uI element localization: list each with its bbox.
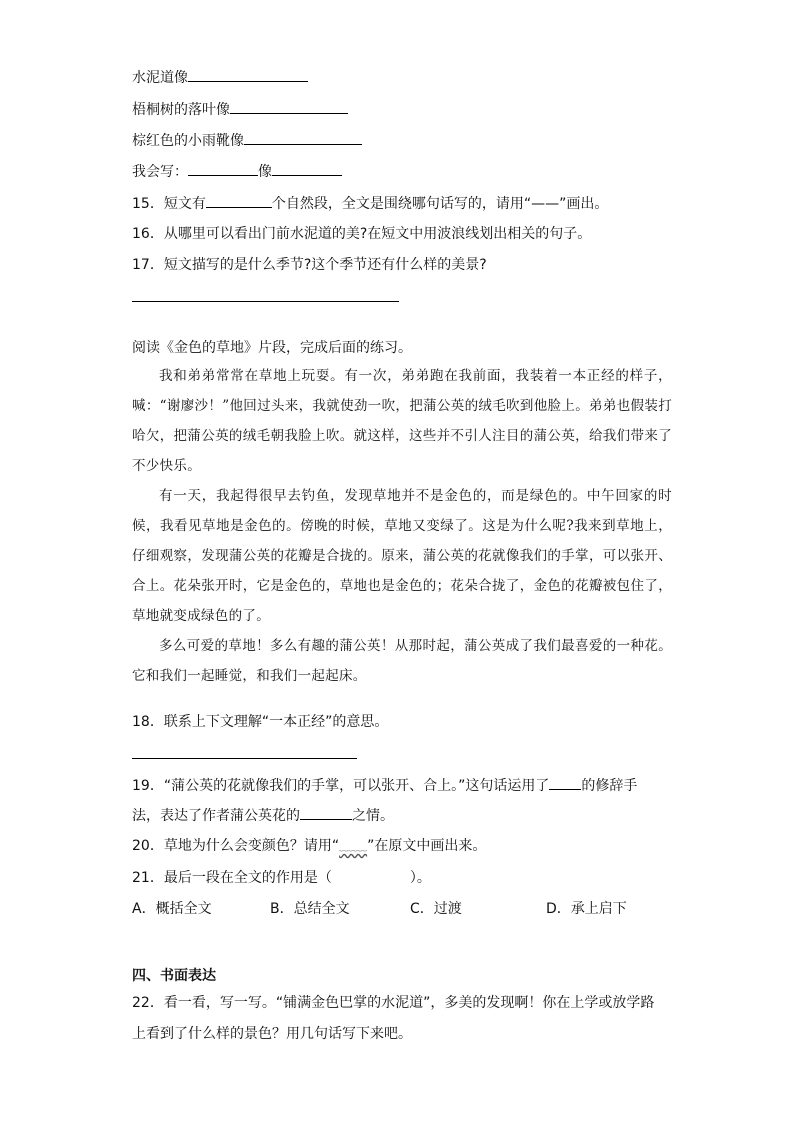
option-b[interactable]: B．总结全文 (270, 901, 350, 917)
q19-text: 之情。 (352, 808, 394, 824)
simile-prompt: 水泥道像 (132, 70, 188, 86)
answer-blank[interactable] (244, 130, 362, 145)
simile-line-2 (132, 99, 348, 120)
passage-paragraph: 我和弟弟常常在草地上玩耍。有一次，弟弟跑在我前面，我装着一本正经的样子，喊：“谢廖沙！”他回过头来，我就使劲一吹，把蒲公英的绒毛吹到他脸上。弟弟也假装打哈欠，把蒲公英的绒毛朝我脸上吹。就这样，这些并不引人注目的蒲公英，给我们带来了不少快乐。 (132, 368, 672, 474)
simile-line-1 (132, 67, 308, 88)
passage-paragraph: 多么可爱的草地！多么有趣的蒲公英！从那时起，蒲公英成了我们最喜爱的一种花。它和我们一起睡觉，和我们一起起床。 (132, 638, 672, 684)
q20-text: ”在原文中画出来。 (367, 838, 487, 854)
simile-line-3 (132, 130, 362, 151)
q15-prefix: 15．短文有 (132, 196, 206, 212)
question-19-line-1 (132, 775, 637, 796)
answer-blank[interactable] (188, 161, 258, 176)
question-20 (132, 836, 486, 856)
answer-blank[interactable] (549, 775, 581, 790)
question-17: 17．短文描写的是什么季节?这个季节还有什么样的美景? (132, 257, 487, 273)
answer-blank[interactable] (272, 161, 342, 176)
simile-line-4 (132, 161, 342, 182)
question-19-line-2 (132, 805, 394, 826)
option-a[interactable]: A．概括全文 (132, 901, 212, 917)
answer-line[interactable] (132, 758, 357, 759)
q21-close: ）。 (409, 870, 431, 886)
q21-text: 21．最后一段在全文的作用是（ (132, 870, 332, 886)
q19-text: 的修辞手 (581, 778, 638, 794)
option-c[interactable]: C．过渡 (410, 901, 462, 917)
q19-text: 19．“蒲公英的花就像我们的手掌，可以张开、合上。”这句话运用了 (132, 778, 550, 794)
question-22-line-2: 上看到了什么样的景色？用几句话写下来吧。 (132, 1026, 412, 1042)
answer-blank[interactable] (206, 193, 272, 208)
simile-prompt: 梧桐树的落叶像 (132, 102, 230, 118)
question-21 (132, 868, 431, 888)
passage-paragraph: 有一天，我起得很早去钓鱼，发现草地并不是金色的，而是绿色的。中午回家的时候，我看见草地是金色的。傍晚的时候，草地又变绿了。这是为什么呢?我来到草地上，仔细观察，发现蒲公英的花瓣是合拢的。原来，蒲公英的花就像我们的手掌，可以张开、合上。花朵张开时，它是金色的，草地也是金色的；花朵合拢了，金色的花瓣被包住了，草地就变成绿色的了。 (132, 488, 672, 624)
q19-text: 法，表达了作者蒲公英花的 (132, 808, 300, 824)
wavy-line-mark: ﹏﹏ (339, 838, 368, 854)
simile-prompt: 棕红色的小雨靴像 (132, 133, 244, 149)
q15-suffix: 个自然段，全文是围绕哪句话写的，请用“——”画出。 (271, 196, 609, 212)
answer-blank[interactable] (188, 67, 308, 82)
reading-intro: 阅读《金色的草地》片段，完成后面的练习。 (132, 340, 412, 356)
simile-prompt: 我会写： (132, 164, 188, 180)
answer-line[interactable] (132, 301, 399, 302)
reading-passage (132, 361, 672, 691)
question-22-line-1: 22．看一看，写一写。“铺满金色巴掌的水泥道”，多美的发现啊！你在上学或放学路 (132, 995, 655, 1011)
section-heading: 四、书面表达 (132, 968, 216, 984)
option-d[interactable]: D．承上启下 (546, 901, 627, 917)
question-16: 16．从哪里可以看出门前水泥道的美?在短文中用波浪线划出相关的句子。 (132, 226, 592, 242)
simile-connector: 像 (258, 164, 272, 180)
q20-text: 20．草地为什么会变颜色？请用“ (132, 838, 340, 854)
question-15 (132, 193, 608, 214)
answer-blank[interactable] (300, 805, 352, 820)
question-18: 18．联系上下文理解“一本正经”的意思。 (132, 714, 389, 730)
answer-blank[interactable] (230, 99, 348, 114)
